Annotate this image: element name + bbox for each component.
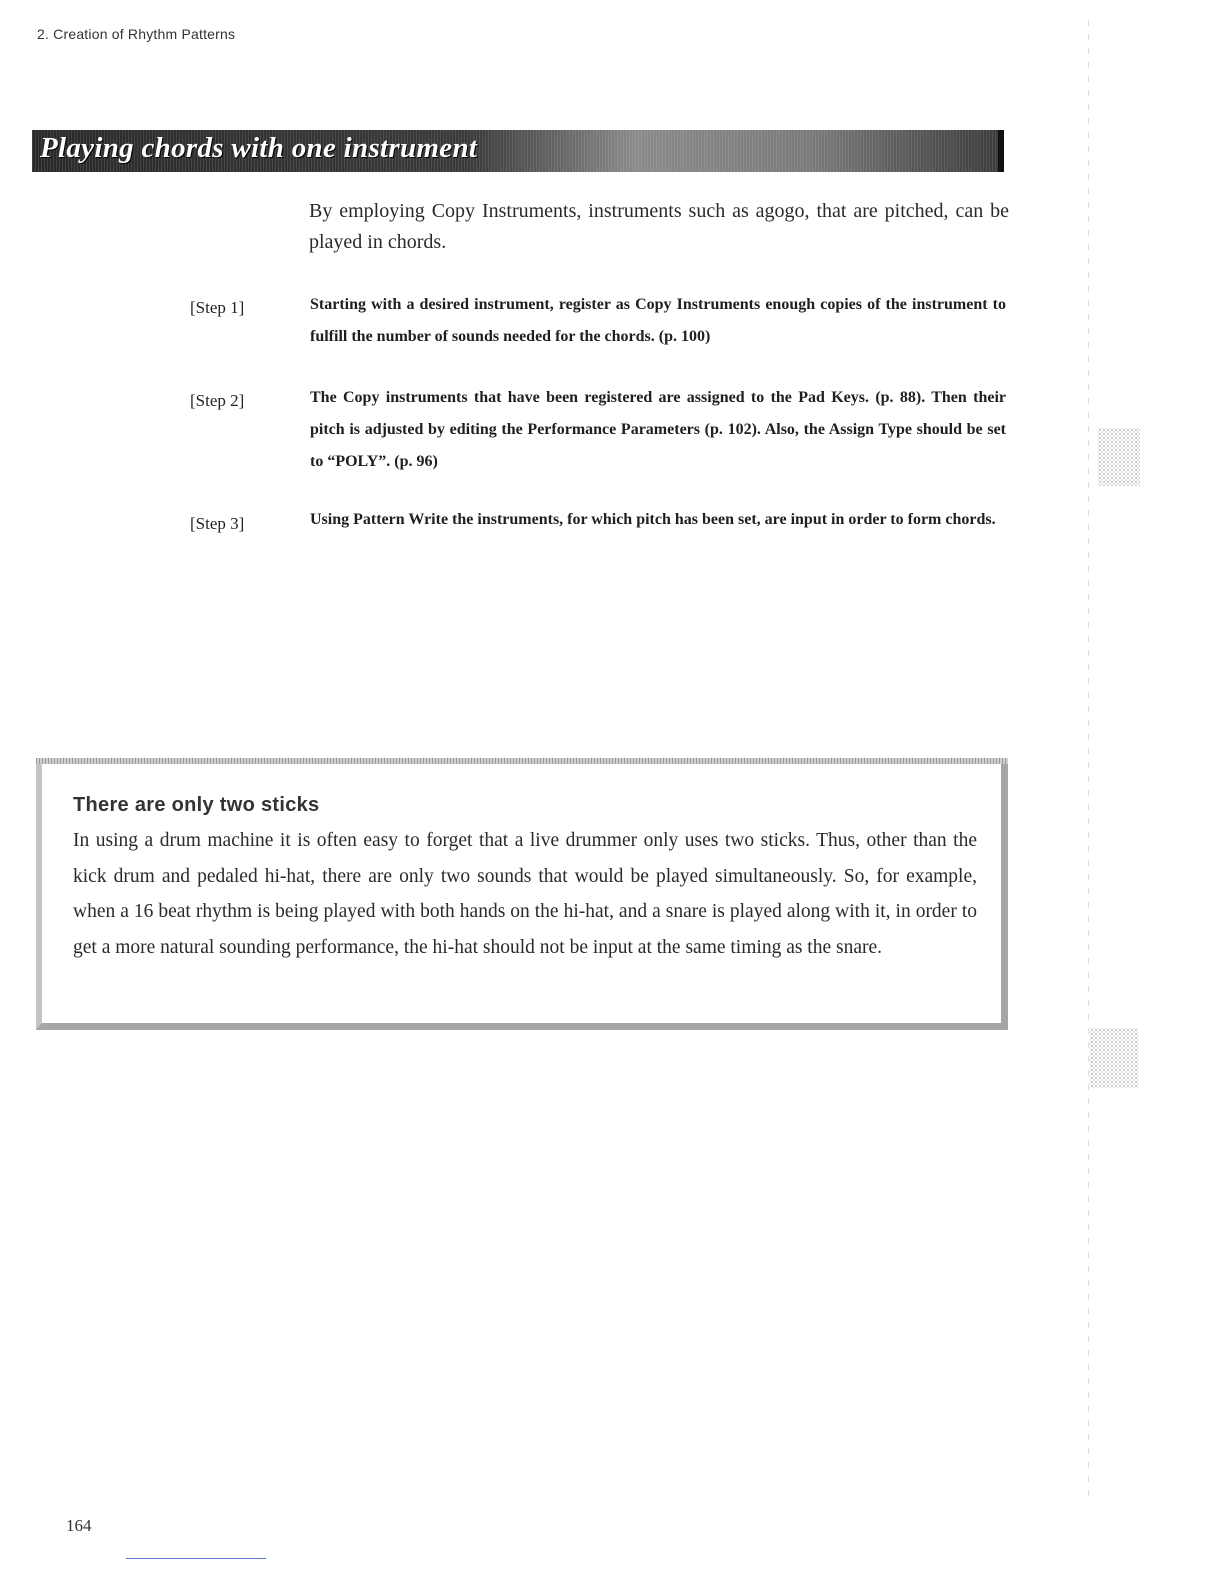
running-header: 2. Creation of Rhythm Patterns xyxy=(37,26,236,42)
section-intro: By employing Copy Instruments, instruments such as agogo, that are pitched, can be played in chords. xyxy=(309,200,1009,253)
tip-body: In using a drum machine it is often easy to forget that a live drummer only uses two sticks. Thus, other than the kick drum and pedaled hi-hat, there are only two sounds that would be played simultaneously. So, for example, when a 16 beat rhythm is being played with both hands on the hi-hat, and a snare is played along with it, in order to get a more natural sounding performance, the hi-hat should not be input at the same timing as the snare. xyxy=(73,830,977,958)
section-banner xyxy=(32,130,1004,172)
step-3-text: Using Pattern Write the instruments, for which pitch has been set, are input in order to form chords. xyxy=(310,511,996,528)
section-title: Playing chords with one instrument xyxy=(40,132,478,164)
scan-artifact-edge xyxy=(1088,20,1089,1500)
step-1-text: Starting with a desired instrument, register as Copy Instruments enough copies of the instrument to fulfill the number of sounds needed for the chords. (p. 100) xyxy=(310,296,1006,345)
step-3-label: [Step 3] xyxy=(190,514,245,533)
page-number: 164 xyxy=(66,1516,92,1535)
tip-box xyxy=(36,758,1008,1030)
tip-heading: There are only two sticks xyxy=(73,794,320,816)
tip-content xyxy=(73,794,977,965)
step-2-label: [Step 2] xyxy=(190,391,245,410)
step-1-label: [Step 1] xyxy=(190,298,245,317)
scan-artifact-speckle xyxy=(1098,428,1140,486)
step-2-text: The Copy instruments that have been registered are assigned to the Pad Keys. (p. 88). Then their pitch is adjusted by editing the Performance Parameters (p. 102). Also, the Assign Type should be set to “POLY”. (p. 96) xyxy=(310,389,1006,470)
scan-artifact-line xyxy=(126,1558,266,1559)
scan-artifact-speckle xyxy=(1090,1028,1138,1088)
